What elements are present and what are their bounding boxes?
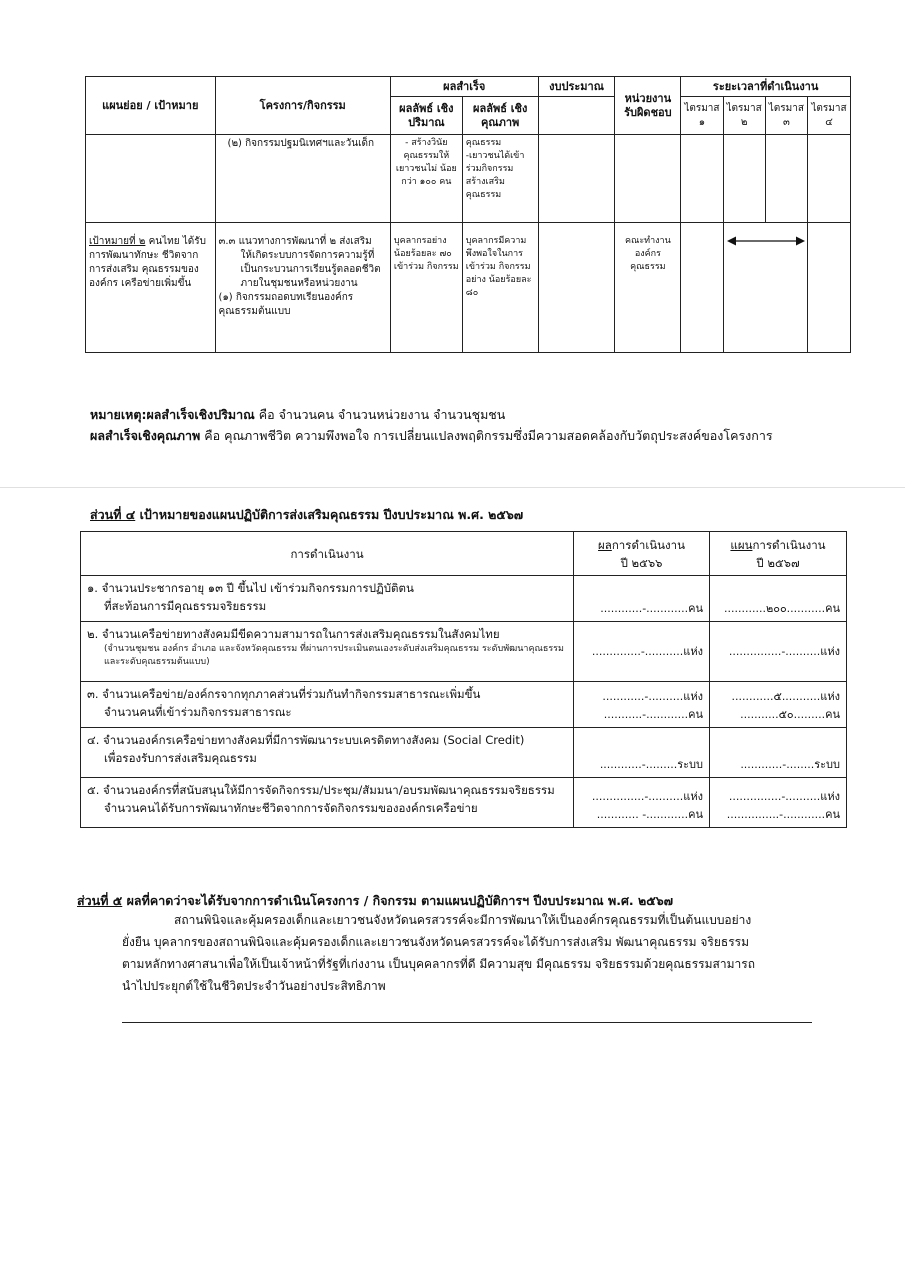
row1-budget (538, 135, 615, 223)
header-result-2566: ผลการดำเนินงาน ปี ๒๕๖๖ (574, 532, 710, 576)
target-row-5: ๕. จำนวนองค์กรที่สนับสนุนให้มีการจัดกิจกรรม/ประชุม/สัมมนา/อบรมพัฒนาคุณธรรมจริยธรรม จำนวนคนได้รับการพัฒนาทักษะชีวิตจากการจัดกิจกรรมขององค์กรเครือข่าย (81, 778, 574, 828)
table-row (81, 576, 847, 622)
row2-q2-q3 (723, 223, 807, 353)
target-row-2: ๒. จำนวนเครือข่ายทางสังคมมีขีดความสามารถในการส่งเสริมคุณธรรมในสังคมไทย (จำนวนชุมชน องค์กร อำเภอ และจังหวัดคุณธรรม ที่ผ่านการประเมินตนเองระดับส่งเสริมคุณธรรม ระดับพัฒนาคุณธรรม และระดับคุณธรรมต้นแบบ) (81, 622, 574, 682)
header-quality: ผลลัพธ์ เชิงคุณภาพ (462, 97, 538, 135)
result-row-2: ..............-...........แห่ง (574, 622, 710, 682)
row1-project: (๒) กิจกรรมปฐมนิเทศฯและวันเด็ก (215, 135, 390, 223)
row2-unit: คณะทำงาน องค์กร คุณธรรม (615, 223, 681, 353)
result-row-5: ...............-..........แห่ง ............ -............คน (574, 778, 710, 828)
target-row-3: ๓. จำนวนเครือข่าย/องค์กรจากทุกภาคส่วนที่ร่วมกันทำกิจกรรมสาธารณะเพิ่มขึ้น จำนวนคนที่เข้าร่วมกิจกรรมสาธารณะ (81, 682, 574, 728)
section5-heading: ส่วนที่ ๕ ผลที่คาดว่าจะได้รับจากการดำเนินโครงการ / กิจกรรม ตามแผนปฏิบัติการฯ ปีงบประมาณ พ.ศ. ๒๕๖๗ (77, 893, 674, 908)
project-table (85, 76, 851, 353)
row1-q1 (681, 135, 723, 223)
header-project: โครงการ/กิจกรรม (215, 77, 390, 135)
header-operation: การดำเนินงาน (81, 532, 574, 576)
table-row (81, 622, 847, 682)
row1-q4 (807, 135, 850, 223)
row2-quality: บุคลากรมีความ พึงพอใจในการ เข้าร่วม กิจกรรมอย่าง น้อยร้อยละ ๘๐ (462, 223, 538, 353)
note-line-1: หมายเหตุ:ผลสำเร็จเชิงปริมาณ คือ จำนวนคน จำนวนหน่วยงาน จำนวนชุมชน (90, 407, 506, 422)
row2-q1 (681, 223, 723, 353)
plan-row-4: ............-........ระบบ (710, 728, 847, 778)
section5-paragraph: สถานพินิจและคุ้มครองเด็กและเยาวชนจังหวัดนครสวรรค์จะมีการพัฒนาให้เป็นองค์กรคุณธรรมที่เป็นต้นแบบอย่าง ยั่งยืน บุคลากรของสถานพินิจและคุ้มครองเด็กและเยาวชนจังหวัดนครสวรรค์จะได้รับการส่งเสริม พัฒนาคุณธรรม จริยธรรม ตามหลักทางศาสนาเพื่อให้เป็นเจ้าหน้าที่รัฐที่เก่งงาน เป็นบุคคลากรที่ดี มีความสุข มีคุณธรรม จริยธรรมด้วยคุณธรรมสามารถ นำไปประยุกต์ใช้ในชีวิตประจำวันอย่างประสิทธิภาพ (122, 913, 755, 993)
target-row-4: ๔. จำนวนองค์กรเครือข่ายทางสังคมที่มีการพัฒนาระบบเครดิตทางสังคม (Social Credit) เพื่อรองรับการส่งเสริมคุณธรรม (81, 728, 574, 778)
row2-qty: บุคลากรอย่าง น้อยร้อยละ ๗๐ เข้าร่วม กิจกรรม (390, 223, 462, 353)
header-quarter-4: ไตรมาส ๔ (807, 97, 850, 135)
header-qty: ผลลัพธ์ เชิงปริมาณ (390, 97, 462, 135)
plan-row-2: ...............-..........แห่ง (710, 622, 847, 682)
header-quarter-1: ไตรมาส ๑ (681, 97, 723, 135)
plan-row-5: ...............-..........แห่ง ...............-............คน (710, 778, 847, 828)
timeline-arrow-icon (727, 233, 805, 249)
header-plan-2567: แผนการดำเนินงาน ปี ๒๕๖๗ (710, 532, 847, 576)
row1-q2 (723, 135, 765, 223)
table-row (81, 682, 847, 728)
page-divider (0, 487, 905, 488)
row1-q3 (765, 135, 807, 223)
table-row (86, 135, 851, 223)
row2-project: ๓.๓ แนวทางการพัฒนาที่ ๒ ส่งเสริม ให้เกิดระบบการจัดการความรู้ที่ เป็นกระบวนการเรียนรู้ตลอดชีวิต ภายในชุมชนหรือหน่วยงาน (๑) กิจกรรมถอดบทเรียนองค์กร คุณธรรมต้นแบบ (215, 223, 390, 353)
target-row-1: ๑. จำนวนประชากรอายุ ๑๓ ปี ขึ้นไป เข้าร่วมกิจกรรมการปฏิบัติตน ที่สะท้อนการมีคุณธรรมจริยธรรม (81, 576, 574, 622)
header-unit: หน่วยงาน รับผิดชอบ (615, 77, 681, 135)
section4-heading: ส่วนที่ ๔ เป้าหมายของแผนปฏิบัติการส่งเสริมคุณธรรม ปีงบประมาณ พ.ศ. ๒๕๖๗ (90, 507, 524, 522)
row2-q4 (807, 223, 850, 353)
row2-budget (538, 223, 615, 353)
table-row (81, 778, 847, 828)
row1-unit (615, 135, 681, 223)
plan-row-1: ............๒๐๐...........คน (710, 576, 847, 622)
note-line-2: ผลสำเร็จเชิงคุณภาพ คือ คุณภาพชีวิต ความพึงพอใจ การเปลี่ยนแปลงพฤติกรรมซึ่งมีความสอดคล้องกับวัตถุประสงค์ของโครงการ (90, 428, 773, 443)
note-block (90, 404, 773, 446)
result-row-4: ............-.........ระบบ (574, 728, 710, 778)
header-budget-blank (538, 97, 615, 135)
row1-plan (86, 135, 216, 223)
plan-row-3: ............๕...........แห่ง ...........๕๐.........คน (710, 682, 847, 728)
header-quarter-2: ไตรมาส ๒ (723, 97, 765, 135)
table-row (81, 728, 847, 778)
header-period: ระยะเวลาที่ดำเนินงาน (681, 77, 851, 97)
header-result: ผลสำเร็จ (390, 77, 538, 97)
result-row-1: ............-............คน (574, 576, 710, 622)
closing-rule (122, 1022, 812, 1023)
result-row-3: ............-..........แห่ง ...........-............คน (574, 682, 710, 728)
row1-qty: - สร้างวินัย คุณธรรมให้ เยาวชนไม่ น้อยกว่า ๑๐๐ คน (390, 135, 462, 223)
row2-plan: เป้าหมายที่ ๒ คนไทย ได้รับการพัฒนาทักษะ ชีวิตจากการส่งเสริม คุณธรรมขององค์กร เครือข่ายเพิ่มขึ้น (86, 223, 216, 353)
row1-quality: คุณธรรม -เยาวชนได้เข้า ร่วมกิจกรรม สร้างเสริม คุณธรรม (462, 135, 538, 223)
header-plan: แผนย่อย / เป้าหมาย (86, 77, 216, 135)
header-quarter-3: ไตรมาส ๓ (765, 97, 807, 135)
targets-table (80, 531, 847, 828)
table-row (86, 223, 851, 353)
header-budget: งบประมาณ (538, 77, 615, 97)
